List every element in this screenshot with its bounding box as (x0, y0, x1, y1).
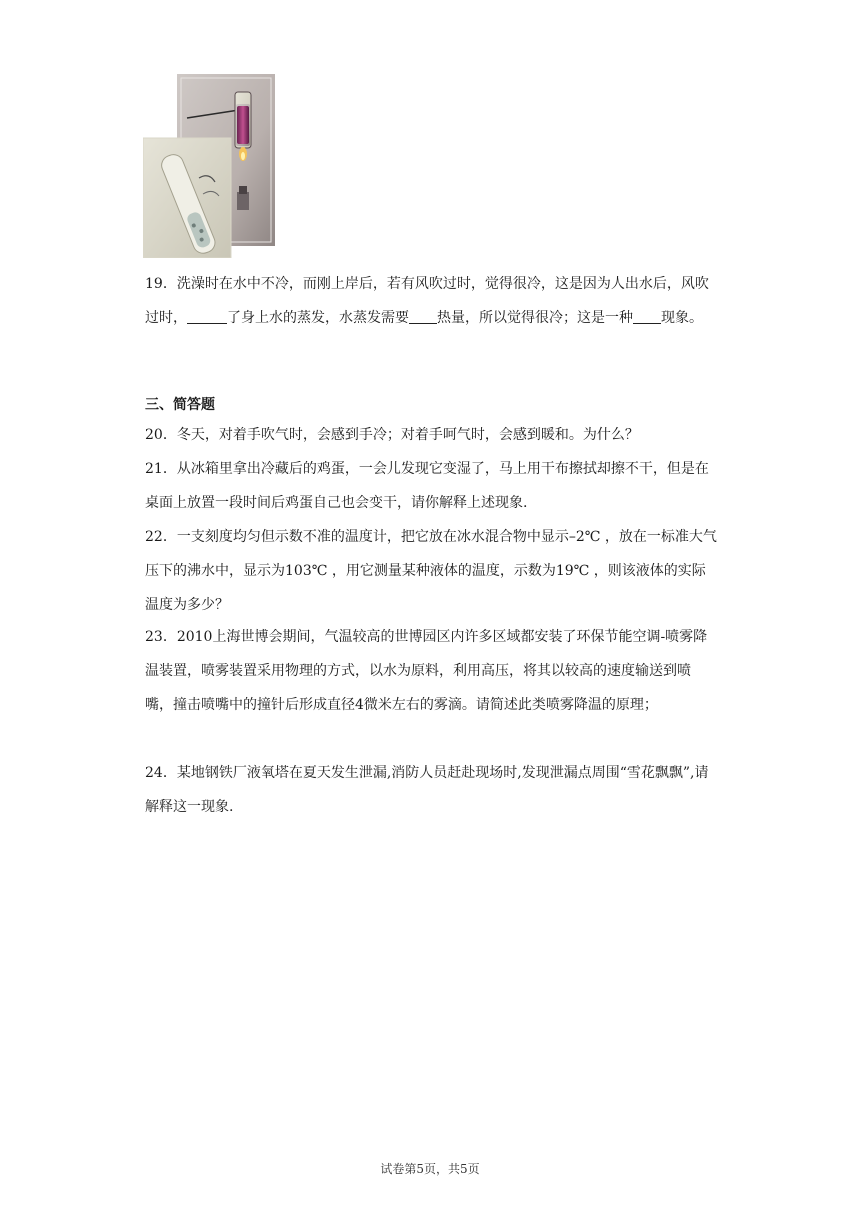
question-24 (145, 756, 717, 824)
answer-blank[interactable] (409, 307, 437, 324)
question-number: 20． (145, 427, 177, 443)
question-text: 从冰箱里拿出冷藏后的鸡蛋，一会儿发现它变湿了，马上用干布擦拭却擦不干，但是在桌面上放置一段时间后鸡蛋自己也会变干，请你解释上述现象. (145, 461, 709, 511)
question-text: 一支刻度均匀但示数不准的温度计，把它放在冰水混合物中显示–2℃ ，放在一标准大气压下的沸水中，显示为103℃ ，用它测量某种液体的温度，示数为19℃ ，则该液体的实际温度为多少？ (145, 529, 717, 613)
question-number: 23． (145, 629, 177, 645)
question-text: 了身上水的蒸发，水蒸发需要 (227, 310, 409, 326)
question-number: 22． (145, 529, 177, 545)
question-text: 2010上海世博会期间，气温较高的世博园区内许多区域都安装了环保节能空调-喷雾降温装置，喷雾装置采用物理的方式，以水为原料，利用高压，将其以较高的速度输送到喷嘴，撞击喷嘴中的撞针后形成直径4微米左右的雾滴。请简述此类喷雾降温的原理； (145, 629, 708, 713)
answer-blank[interactable] (633, 307, 661, 324)
experiment-photos (143, 74, 275, 258)
question-text: 洗澡时在水中不冷，而刚上岸后，若有风吹过时，觉得很冷，这是因为人出水后，风吹过时， (145, 276, 709, 326)
question-number: 24． (145, 765, 177, 781)
question-21 (145, 452, 717, 520)
question-text: 热量，所以觉得很冷；这是一种 (437, 310, 633, 326)
section-heading: 三、简答题 (145, 397, 215, 413)
test-tube-photo (143, 138, 231, 258)
question-number: 19． (145, 276, 177, 292)
answer-blank[interactable] (187, 307, 227, 324)
question-text: 现象。 (661, 310, 703, 326)
page-footer: 试卷第5页，共5页 (380, 1162, 480, 1176)
question-22 (145, 520, 717, 622)
question-20 (145, 418, 717, 452)
question-23 (145, 620, 717, 722)
question-number: 21． (145, 461, 177, 477)
question-text: 冬天，对着手吹气时，会感到手冷；对着手呵气时，会感到暖和。为什么？ (176, 427, 639, 443)
question-text: 某地钢铁厂液氧塔在夏天发生泄漏,消防人员赶赴现场时,发现泄漏点周围“雪花飘飘”,请解释这一现象. (145, 765, 709, 815)
question-19 (145, 267, 717, 335)
